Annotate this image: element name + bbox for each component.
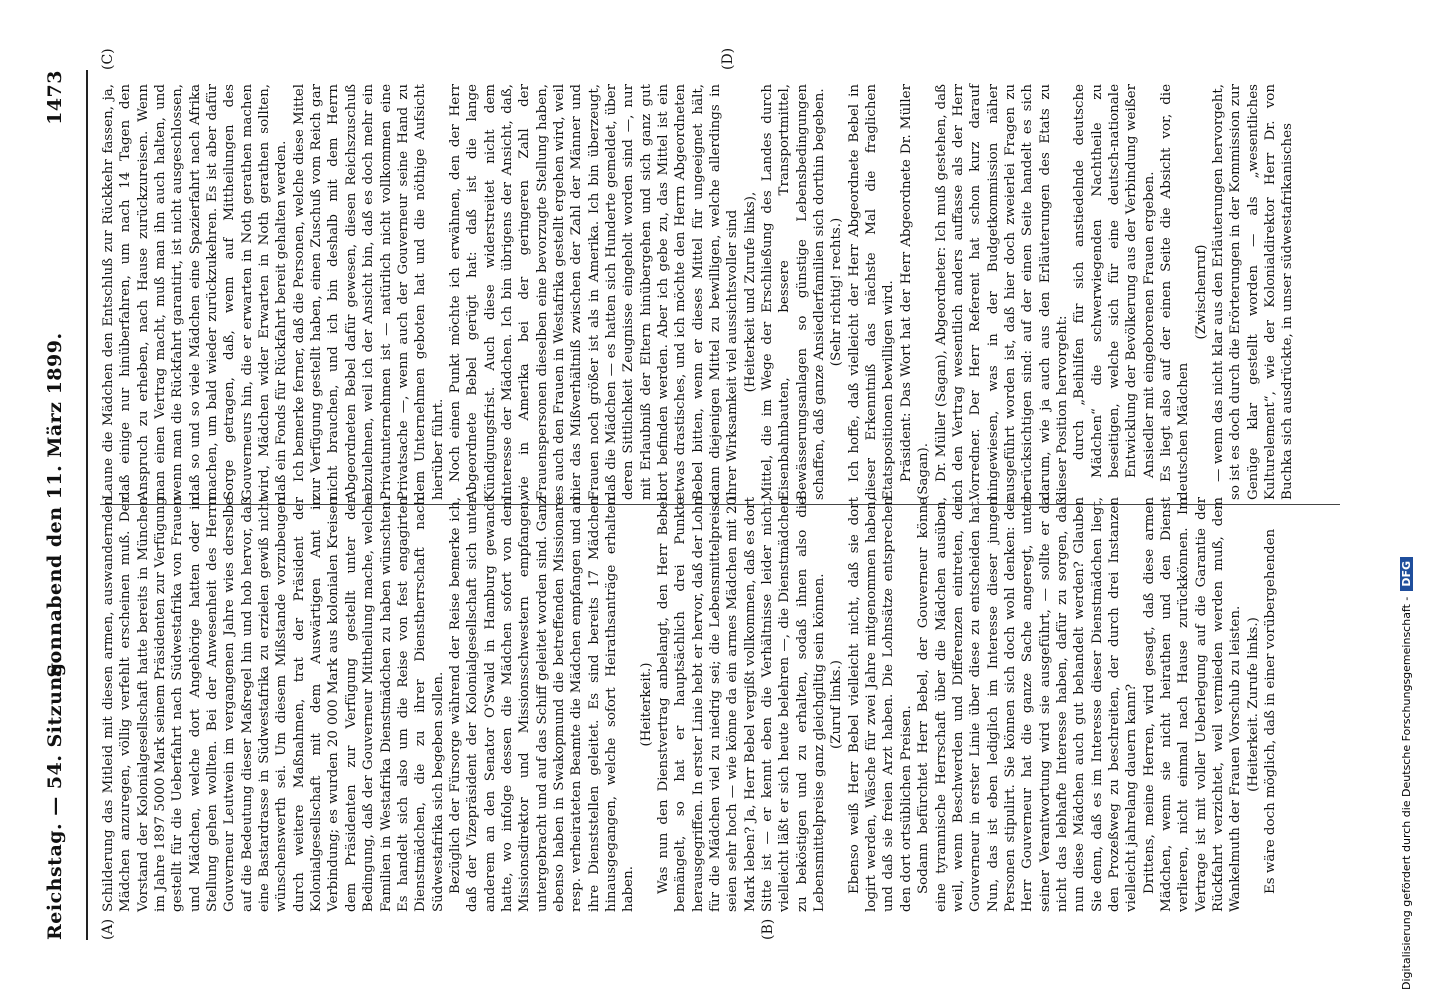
paragraph: Ebenso weiß Herr Bebel vielleicht nicht, daß sie dort logirt werden, Wäsche für zwei Jahre mitgenommen haben, und daß sie freien Arzt haben. Die Lohnsätze entsprechen den dort ortsüblichen Preisen. — [846, 497, 914, 912]
column-divider — [100, 504, 1340, 505]
paragraph: Noch einen Punkt möchte ich erwähnen, den der Herr Abgeordnete Bebel gerügt hat: daß ist die lange Kündigungsfrist. Auch diese widerstreitet nicht dem Interesse der Mädchen. Ich bin übrigens der Ansicht, daß, wie in Amerika bei der geringeren Zahl der Frauenspersonen dieselben eine bevorzugte Stellung haben, es auch den Frauen in Westafrika gestellt ergehen wird, weil hier das Mißverhältniß zwischen der Zahl der Männer und Frauen noch größer ist als in Amerika. Ich bin überzeugt, daß die Mädchen — es hatten sich Hunderte gemeldet, über deren Sittlichkeit Zeugnisse eingeholt worden sind —, nur mit Erlaubniß der Eltern hinübergehen und sich ganz gut dort befinden werden. Aber ich gebe zu, das Mittel ist ein etwas drastisches, und ich möchte den Herrn Abgeordneten Bebel bitten, wenn er dieses Mittel für ungeeignet hält, dann diejenigen Mittel zu bewilligen, welche allerdings in ihrer Wirksamkeit viel aussichtsvoller sind — [447, 84, 741, 500]
header-date: Sonnabend den 11. März 1899. — [44, 332, 66, 678]
digitization-credit — [1400, 10, 1426, 990]
left-column — [100, 497, 1279, 912]
page-header — [44, 70, 78, 940]
paragraph: Laune die Mädchen den Entschluß zur Rückkehr fassen, ja, daß einige nur hinüberfahren, um nach 14 Tagen den Anspruch zu erheben, nach Hause zurückzureisen. Wenn man einen Vertrag macht, muß man ihn auch halten, und wenn man die Rückfahrt garantirt, ist nicht ausgeschlossen, daß so und so viele Mädchen eine Spazierfahrt nach Afrika machen, um bald wieder zurückzukehren. Es ist aber dafür Sorge getragen, daß, wenn auf Mittheilungen des Gouverneurs hin, die er erwarten in Noth gerathen machen wird, Mädchen wider Erwarten in Noth gerathen sollten, daß ein Fonds für Rückfahrt bereit gehalten werden. — [101, 84, 290, 500]
margin-marker-a: (A) — [100, 918, 116, 940]
right-column — [100, 84, 1297, 500]
paragraph: Drittens, meine Herren, wird gesagt, daß diese armen Mädchen, wenn sie nicht heirathen und den Dienst verlieren, nicht einmal nach Hause zurückkönnen. Im Vertrage ist mit voller Ueberlegung auf die Garantie der Rückfahrt verzichtet, weil vermieden werden muß, dem Wankelmuth der Frauen Vorschub zu leisten. — [1141, 497, 1244, 912]
margin-marker-d: (D) — [720, 47, 736, 70]
margin-marker-c: (C) — [100, 48, 116, 70]
paragraph: — wenn das nicht klar aus den Erläuterungen hervorgeht, so ist es doch durch die Erörterungen in der Kommission zur Genüge klar gestellt worden — als „wesentliches Kulturelement“, wie der Kolonialdirektor Herr Dr. von Buchka sich ausdrückte, in unser südwestafrikanisches — [1211, 84, 1296, 500]
paragraph: Ich bemerke ferner, daß die Personen, welche diese Mittel zur Verfügung gestellt haben, einen Zuschuß vom Reich gar nicht brauchen, und ich bin deshalb mit dem Herrn Abgeordneten Bebel dafür gewesen, diesen Reichszuschuß abzulehnen, weil ich der Ansicht bin, daß es doch mehr ein Privatunternehmen ist — natürlich nicht vollkommen eine Privatsache —, wenn auch der Gouverneur seine Hand zu dem Unternehmen geboten hat und die nöthige Aufsicht hierüber führt. — [291, 84, 446, 500]
quotation: durch „Beihilfen für sich anstiedelnde deutsche Mädchen“ die schwerwiegenden Nachtheile zu beseitigen, welche sich für eine deutsch-nationale Entwicklung der Bevölkerung aus der Verbindung weißer Ansiedler mit eingeborenen Frauen ergeben. — [1072, 84, 1157, 478]
paragraph: Bezüglich der Fürsorge während der Reise bemerke ich, daß der Vizepräsident der Kolonialgesellschaft sich unter anderem an den Senator O'Swald in Hamburg gewandt hatte, wo infolge dessen die Mädchen sofort von dem Missionsdirektor und Missionsschwestern empfangen, untergebracht und auf das Schiff geleitet worden sind. Ganz ebenso haben in Swakopmund die betreffenden Missionare resp. verheirateten Beamte die Mädchen empfangen und an ihre Dienststellen geleitet. Es sind bereits 17 Mädchen hinausgegangen, welche sofort Heirathsanträge erhalten haben. — [447, 497, 637, 912]
dfg-logo: DFG — [1400, 557, 1413, 591]
interjection: (Heiterkeit und Zurufe links), — [742, 191, 758, 393]
header-left: Reichstag. — 54. Sitzung. — [44, 655, 66, 940]
paragraph: Sodann befürchtet Herr Bebel, der Gouverneur könne eine tyrannische Herrschaft über die Mädchen ausüben, weil, wenn Beschwerden und Differenzen eintreten, der Gouverneur in erster Linie über diese zu entscheiden hat. Nun, das ist eben lediglich im Interesse dieser jungen Personen stipulirt. Sie können sich doch wohl denken: der Herr Gouverneur hat die ganze Sache angeregt, unter seiner Verantwortung wird sie ausgeführt, — sollte er da nicht das lebhafte Interesse haben, dafür zu sorgen, daß nun diese Mädchen auch gut behandelt werden? Glauben Sie denn, daß es im Interesse dieser Dienstmädchen liegt, den Prozeßweg zu beschreiten, der durch drei Instanzen vielleicht jahrelang dauern kann? — [916, 497, 1140, 912]
paragraph: Ich hoffe, daß vielleicht der Herr Abgeordnete Bebel in dieser Erkenntniß das nächste Mal die fraglichen Etatspositionen bewilligen wird. — [846, 84, 897, 500]
paragraph: Was nun den Dienstvertrag anbelangt, den Herr Bebel bemängelt, so hat er hauptsächlich drei Punkte herausgegriffen. In erster Linie hebt er hervor, daß der Lohn für die Mädchen viel zu niedrig sei; die Lebensmittelpreise seien sehr hoch — wie könne da ein armes Mädchen mit 20 Mark leben? Ja, Herr Bebel vergißt vollkommen, daß es dort Sitte ist — er kennt eben die Verhältnisse leider nicht, vielleicht läßt er sich heute belehren —, die Dienstmädchen zu beköstigen und zu erhalten, sodaß ihnen also die Lebensmittelpreise ganz gleichgiltig sein können. — [656, 497, 828, 912]
interjection: (Zuruf links.) — [829, 659, 845, 750]
interjection: (Zwischenruf) — [1193, 244, 1209, 340]
header-rule — [86, 70, 88, 940]
page-number: 1473 — [44, 70, 66, 125]
paragraph: Schilderung das Mitleid mit diesen armen, auswandernden Mädchen anzuregen, völlig verfehlt erscheinen muß. Der Vorstand der Kolonialgesellschaft hatte bereits in München im Jahre 1897 5000 Mark seinem Präsidenten zur Verfügung gestellt für die Ueberfahrt nach Südwestafrika von Frauen und Mädchen, welche dort Angehörige hatten oder in Stellung gehen wollten. Bei der Anwesenheit des Herrn Gouverneur Leutwein im vergangenen Jahre wies derselbe auf die Bedeutung dieser Maßregel hin und hob hervor, daß eine Bastardrasse in Südwestafrika zu erzielen gewiß nicht wünschenswerth sei. Um diesem Mißstande vorzubeugen durch weitere Maßnahmen, trat der Präsident der Kolonialgesellschaft mit dem Auswärtigen Amt in Verbindung; es wurden 20 000 Mark aus kolonialen Kreisen dem Präsidenten zur Verfügung gestellt unter der Bedingung, daß der Gouverneur Mittheilung mache, welche Familien in Westafrika Dienstmädchen zu haben wünschten. Es handelt sich also um die Reise von fest engagirten Dienstmädchen, die zu ihrer Dienstherrschaft nach Südwestafrika sich begeben sollen. — [101, 497, 446, 912]
paragraph: Es liegt also auf der einen Seite die Absicht vor, die deutschen Mädchen — [1158, 84, 1192, 500]
speaker-paragraph: Dr. Müller (Sagan), Abgeordneter: Ich muß gestehen, daß ich den Vertrag wesentlich anders auffasse als der Herr Vorredner. Der Herr Referent hat schon kurz darauf hingewiesen, was in der Budgetkommission näher ausgeführt worden ist, daß hier doch zweierlei Fragen zu berücksichtigen sind: auf der einen Seite handelt es sich darum, wie ja auch aus den Erläuterungen des Etats zu dieser Position hervorgeht: — [933, 84, 1070, 500]
paragraph: Es wäre doch möglich, daß in einer vorübergehenden — [1263, 528, 1279, 894]
credit-text: Digitalisierung gefördert durch die Deutsche Forschungsgemeinschaft - — [1400, 596, 1413, 990]
interjection: (Heiterkeit.) — [638, 662, 654, 747]
interjection: (Heiterkeit. Zurufe links.) — [1245, 617, 1261, 792]
margin-marker-b: (B) — [760, 918, 776, 940]
speaker-paragraph: Präsident: Das Wort hat der Herr Abgeordnete Dr. Müller (Sagan). — [898, 84, 932, 500]
paragraph: Mittel, die im Wege der Erschließung des Landes durch Eisenbahnbauten, bessere Transportmittel, Bewässerungsanlagen so günstige Lebensbedingungen schaffen, daß ganze Ansiedlerfamilien sich dorthin begeben. — [760, 84, 828, 500]
interjection: (Sehr richtig! rechts.) — [829, 217, 845, 367]
